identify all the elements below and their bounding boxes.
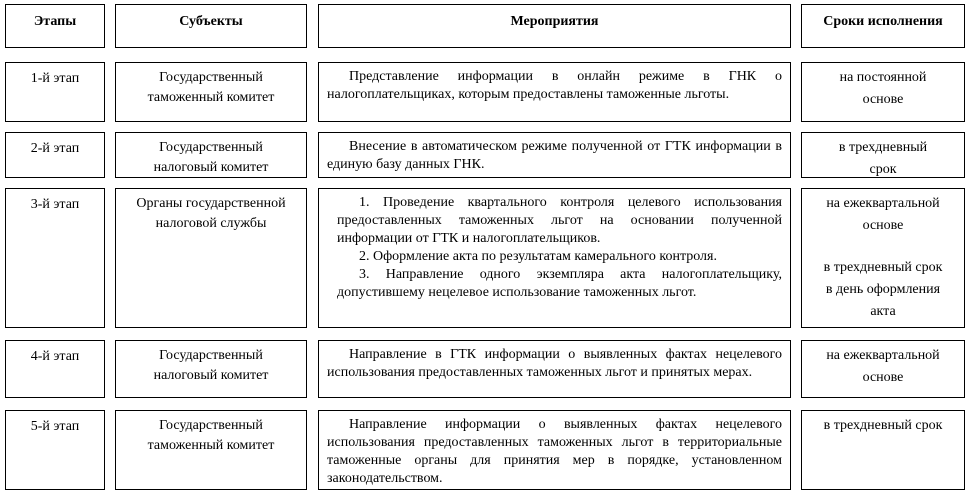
stage-cell: 3-й этап [5, 188, 105, 328]
deadline-line: срок [869, 162, 897, 177]
header-subjects: Субъекты [115, 4, 307, 48]
subject-line: таможенный комитет [147, 438, 275, 453]
stage-cell: 5-й этап [5, 410, 105, 490]
subject-line: Государственный [159, 140, 263, 155]
activity-item: 2. Оформление акта по результатам камерального контроля. [359, 249, 717, 264]
activity-text: Направление в ГТК информации о выявленных фактах нецелевого использования предоставленных таможенных льгот и принятых мерах. [327, 347, 782, 380]
deadline-line: на ежеквартальной [826, 348, 940, 363]
deadline-line: на постоянной [839, 70, 927, 85]
activity-item: 1. Проведение квартального контроля целевого использования предоставленных таможенных льгот на основании полученной информации от ГТК и налогоплательщиков. [337, 195, 782, 246]
subject-line: Государственный [159, 348, 263, 363]
deadline-line: основе [862, 370, 904, 385]
deadline-line: в трехдневный срок [823, 418, 943, 433]
deadline-line: в день оформления [825, 282, 941, 297]
deadline-line: в трехдневный [838, 140, 928, 155]
activity-text: Представление информации в онлайн режиме в ГНК о налогоплательщиках, которым предоставлены таможенные льготы. [327, 69, 782, 102]
subject-cell [115, 132, 307, 178]
deadline-line: акта [870, 304, 896, 319]
activity-cell [318, 62, 791, 122]
activity-text: Направление информации о выявленных фактах нецелевого использования предоставленных таможенных льгот в территориальные таможенные органы для принятия мер в порядке, установленном законодательством. [327, 417, 782, 486]
deadline-line: в трехдневный срок [823, 260, 943, 275]
deadline-cell [801, 62, 965, 122]
header-activities: Мероприятия [318, 4, 791, 48]
subject-cell [115, 410, 307, 490]
subject-line: таможенный комитет [147, 90, 275, 105]
subject-line: налоговый комитет [153, 368, 269, 383]
deadline-cell [801, 132, 965, 178]
deadline-cell [801, 410, 965, 490]
activity-cell [318, 340, 791, 398]
subject-cell [115, 340, 307, 398]
activity-cell [318, 188, 791, 328]
subject-line: Государственный [159, 418, 263, 433]
subject-cell [115, 62, 307, 122]
stage-cell: 4-й этап [5, 340, 105, 398]
deadline-line: основе [862, 218, 904, 233]
subject-line: налоговый комитет [153, 160, 269, 175]
activity-cell [318, 410, 791, 490]
stage-cell: 1-й этап [5, 62, 105, 122]
deadline-cell [801, 340, 965, 398]
subject-line: Органы государственной [136, 196, 286, 211]
deadline-cell [801, 188, 965, 328]
subject-line: налоговой службы [155, 216, 267, 231]
activity-item: 3. Направление одного экземпляра акта налогоплательщику, допустившему нецелевое использование таможенных льгот. [337, 267, 782, 300]
activity-cell [318, 132, 791, 178]
deadline-line: на ежеквартальной [826, 196, 940, 211]
header-deadlines: Сроки исполнения [801, 4, 965, 48]
activity-text: Внесение в автоматическом режиме полученной от ГТК информации в единую базу данных ГНК. [327, 139, 782, 172]
subject-line: Государственный [159, 70, 263, 85]
header-stages: Этапы [5, 4, 105, 48]
stage-cell: 2-й этап [5, 132, 105, 178]
deadline-line: основе [862, 92, 904, 107]
subject-cell [115, 188, 307, 328]
